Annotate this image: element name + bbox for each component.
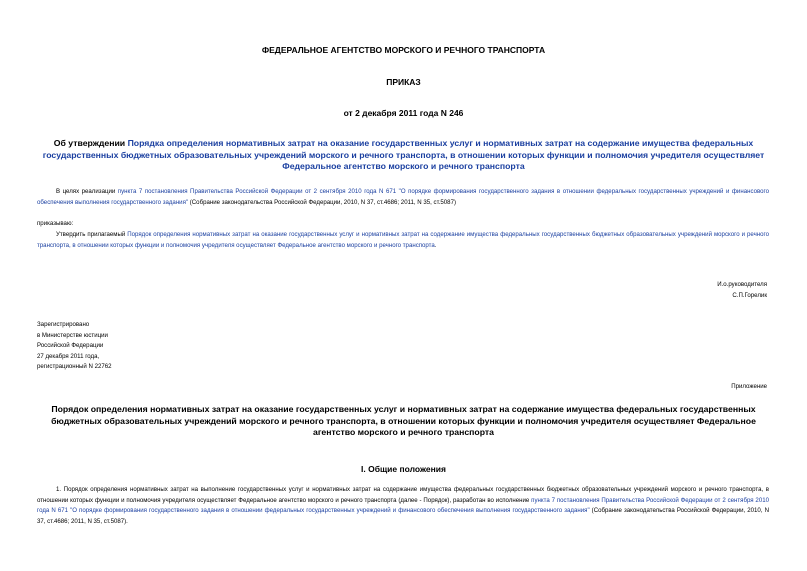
- signature-position: И.о.руководителя: [717, 281, 767, 288]
- registration-line: Российской Федерации: [37, 342, 104, 349]
- section-title: I. Общие положения: [361, 464, 446, 474]
- approve-prefix: Утвердить прилагаемый: [56, 231, 128, 238]
- subject-link[interactable]: Порядка определения нормативных затрат на оказание государственных услуг и нормативных затрат на содержание имущества федеральных государственных бюджетных образовательных учреждений морского и речного транспорта, в отношении которых функции и полномочия учредителя осуществляет Федеральное агентство морского и речного транспорта: [42, 138, 765, 171]
- paragraph-1-suffix: (Собрание законодательства Российской Федерации, 2010, N 37, ст.4686; 2011, N 35, ст.5087).: [37, 507, 769, 525]
- goals-suffix: (Собрание законодательства Российской Федерации, 2010, N 37, ст.4686; 2011, N 35, ст.5087): [188, 198, 456, 206]
- order-date: от 2 декабря 2011 года N 246: [343, 108, 464, 118]
- approve-paragraph: [37, 230, 769, 251]
- subject-prefix: Об утверждении: [53, 138, 128, 148]
- approve-procedure-link[interactable]: Порядок определения нормативных затрат на оказание государственных услуг и нормативных затрат на содержание имущества федеральных государственных бюджетных образовательных учреждений морского и речного транспорта, в отношении которых функции и полномочия учредителя осуществляет Федеральное агентство морского и речного транспорта: [37, 231, 769, 249]
- registration-line: 27 декабря 2011 года,: [37, 352, 100, 360]
- paragraph-1-decree-link[interactable]: пункта 7 постановления Правительства Российской Федерации от 2 сентября 2010 года N 671 "О порядке формирования государственного задания в отношении федеральных государственных учреждений и финансового обеспечения выполнения государственного задания": [37, 496, 769, 514]
- signature-name: С.П.Горелик: [732, 291, 767, 299]
- goals-decree-link[interactable]: пункта 7 постановления Правительства Российской Федерации от 2 сентября 2010 года N 671 "О порядке формирования государственного задания в отношении федеральных государственных учреждений и финансового обеспечения выполнения государственного задания": [37, 188, 769, 206]
- approve-suffix: .: [434, 241, 437, 249]
- appendix-label: Приложение: [731, 383, 767, 390]
- goals-paragraph: [37, 187, 769, 208]
- order-heading: ПРИКАЗ: [386, 77, 421, 87]
- registration-line: регистрационный N 22762: [37, 363, 112, 370]
- paragraph-1-prefix: 1. Порядок определения нормативных затрат на выполнение государственных услуг и нормативных затрат на содержание имущества федеральных государственных бюджетных образовательных учреждений морского и речного транспорта, в отношении которых функции и полномочия учредителя осуществляет Федеральное агентство морского и речного транспорта (далее - Порядок), разработан во исполнение: [37, 486, 769, 504]
- registration-line: в Министерстве юстиции: [37, 331, 108, 339]
- signature-block: [717, 280, 767, 301]
- paragraph-1: [37, 485, 769, 527]
- agency-name: ФЕДЕРАЛЬНОЕ АГЕНТСТВО МОРСКОГО И РЕЧНОГО ТРАНСПОРТА: [261, 45, 546, 55]
- registration-block: [37, 320, 112, 373]
- goals-prefix: В целях реализации: [56, 188, 118, 195]
- appendix-title: Порядок определения нормативных затрат на оказание государственных услуг и нормативных затрат на содержание имущества федеральных государственных бюджетных образовательных учреждений морского и речного транспорта, в отношении которых функции и полномочия учредителя осуществляет Федеральное агентство морского и речного транспорта: [51, 404, 756, 437]
- order-word: приказываю:: [37, 220, 74, 227]
- registration-line: Зарегистрировано: [37, 321, 90, 328]
- order-subject: [40, 138, 767, 173]
